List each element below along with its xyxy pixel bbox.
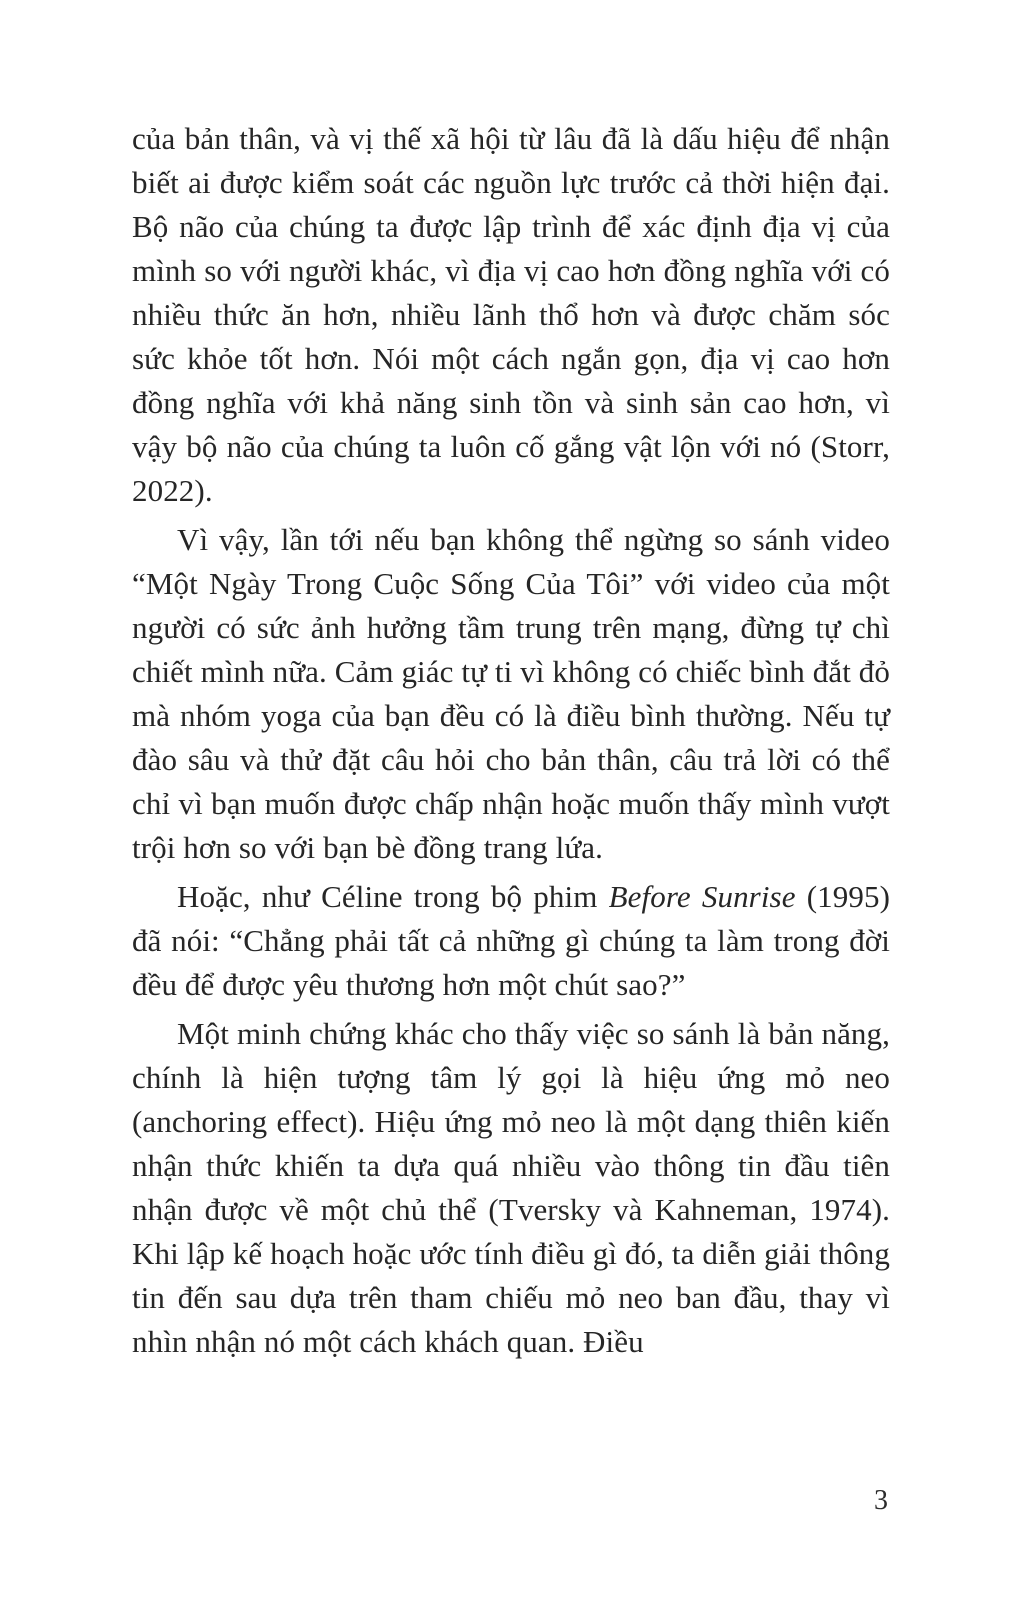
text-run: Hoặc, như Céline trong bộ phim xyxy=(177,879,609,914)
page-number: 3 xyxy=(874,1485,888,1516)
paragraph xyxy=(132,1012,890,1364)
text-run: Một minh chứng khác cho thấy việc so sánh là bản năng, chính là hiện tượng tâm lý gọi là hiệu ứng mỏ neo (anchoring effect). Hiệu ứng mỏ neo là một dạng thiên kiến nhận thức khiến ta dựa quá nhiều vào thông tin đầu tiên nhận được về một chủ thể (Tversky và Kahneman, 1974). Khi lập kế hoạch hoặc ước tính điều gì đó, ta diễn giải thông tin đến sau dựa trên tham chiếu mỏ neo ban đầu, thay vì nhìn nhận nó một cách khách quan. Điều xyxy=(132,1016,890,1359)
italic-text-run: Before Sunrise xyxy=(608,879,796,914)
paragraph xyxy=(132,117,890,513)
page-text xyxy=(132,117,890,1369)
paragraph xyxy=(132,875,890,1007)
text-run: Vì vậy, lần tới nếu bạn không thể ngừng so sánh video “Một Ngày Trong Cuộc Sống Của Tôi” với video của một người có sức ảnh hưởng tầm trung trên mạng, đừng tự chì chiết mình nữa. Cảm giác tự ti vì không có chiếc bình đắt đỏ mà nhóm yoga của bạn đều có là điều bình thường. Nếu tự đào sâu và thử đặt câu hỏi cho bản thân, câu trả lời có thể chỉ vì bạn muốn được chấp nhận hoặc muốn thấy mình vượt trội hơn so với bạn bè đồng trang lứa. xyxy=(132,522,890,865)
text-run: của bản thân, và vị thế xã hội từ lâu đã là dấu hiệu để nhận biết ai được kiểm soát các nguồn lực trước cả thời hiện đại. Bộ não của chúng ta được lập trình để xác định địa vị của mình so với người khác, vì địa vị cao hơn đồng nghĩa với có nhiều thức ăn hơn, nhiều lãnh thổ hơn và được chăm sóc sức khỏe tốt hơn. Nói một cách ngắn gọn, địa vị cao hơn đồng nghĩa với khả năng sinh tồn và sinh sản cao hơn, vì vậy bộ não của chúng ta luôn cố gắng vật lộn với nó (Storr, 2022). xyxy=(132,121,890,508)
text-run: (1995) đã nói: “Chẳng phải tất cả những gì chúng ta làm trong đời đều để được yêu thương hơn một chút sao?” xyxy=(132,879,891,1002)
paragraph xyxy=(132,518,890,870)
